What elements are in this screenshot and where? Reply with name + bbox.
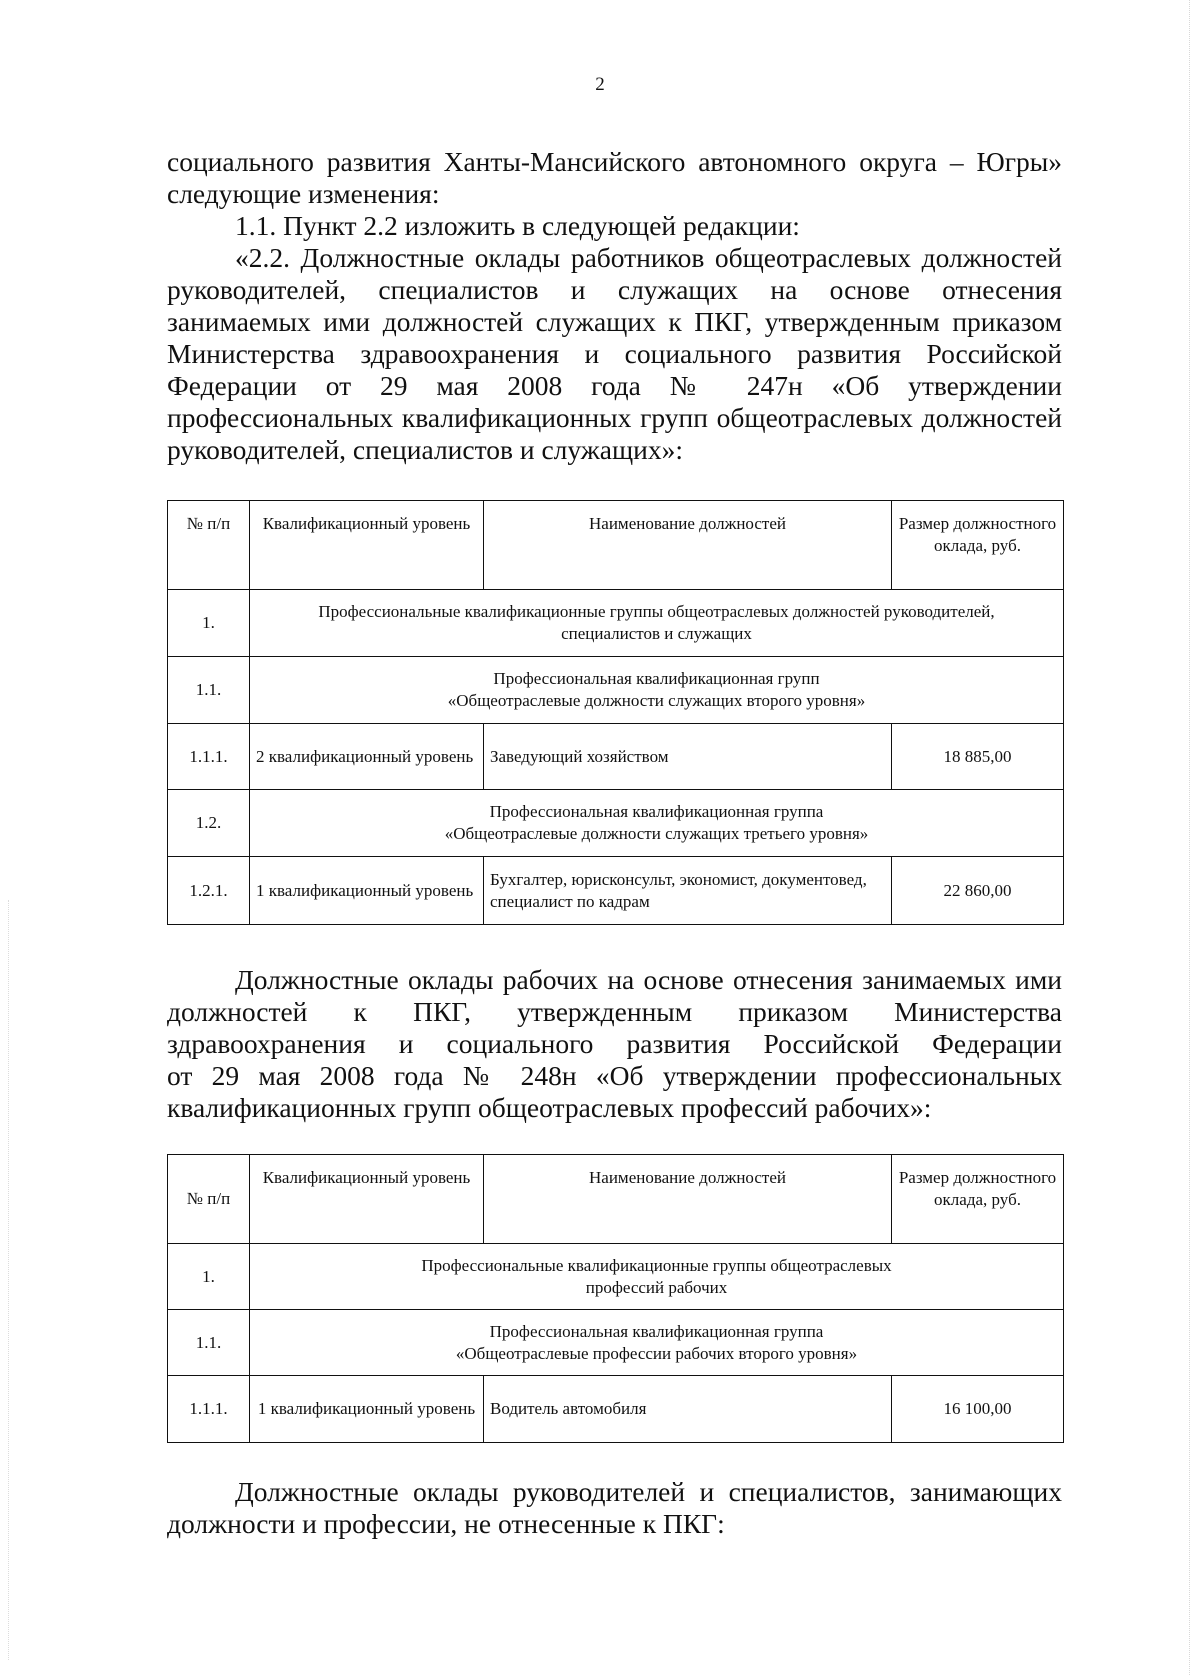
table-row — [168, 857, 1064, 925]
salary-table-workers — [167, 1154, 1064, 1443]
table-row — [168, 657, 1064, 724]
table-row — [168, 724, 1064, 790]
table-row — [168, 1244, 1064, 1310]
table-row — [168, 590, 1064, 657]
row-num: 1. — [168, 1244, 250, 1310]
group-title — [250, 657, 1064, 724]
group-title-line-2: «Общеотраслевые профессии рабочих второго уровня» — [455, 1343, 858, 1363]
amendment-item: 1.1. Пункт 2.2 изложить в следующей редакции: — [235, 210, 800, 241]
header-level: Квалификационный уровень — [250, 501, 484, 590]
clause-line-5: Федерации от 29 мая 2008 года № 247н «Об утверждении — [167, 370, 1062, 401]
header-name: Наименование должностей — [484, 501, 892, 590]
group-title — [250, 1244, 1064, 1310]
workers-line-2: должностей к ПКГ, утвержденным приказом Министерства — [167, 996, 1062, 1027]
clause-line-7: руководителей, специалистов и служащих»: — [167, 434, 684, 465]
workers-paragraph — [167, 964, 1062, 1124]
group-title-line-2: профессий рабочих — [585, 1277, 728, 1297]
unassigned-line-1: Должностные оклады руководителей и специалистов, занимающих — [235, 1476, 1062, 1507]
qualification-level: 1 квалификационный уровень — [250, 1376, 484, 1443]
workers-line-5: квалификационных групп общеотраслевых профессий рабочих»: — [167, 1092, 932, 1123]
group-title-line-2: «Общеотраслевые должности служащих второго уровня» — [447, 691, 866, 710]
table-row — [168, 790, 1064, 857]
group-title-line-2: специалистов и служащих — [561, 624, 752, 643]
table-row — [168, 1376, 1064, 1443]
row-num: 1. — [168, 590, 250, 657]
row-num: 1.1.1. — [168, 1376, 250, 1443]
header-salary: Размер должностного оклада, руб. — [892, 501, 1064, 590]
salary-value: 16 100,00 — [892, 1376, 1064, 1443]
table-row — [168, 1310, 1064, 1376]
scan-edge-artifact — [1185, 0, 1190, 1675]
row-num: 1.1. — [168, 657, 250, 724]
position-name: Бухгалтер, юрисконсульт, экономист, документовед, специалист по кадрам — [484, 857, 892, 925]
unassigned-paragraph — [167, 1476, 1062, 1540]
unassigned-line-2: должности и профессии, не отнесенные к ПКГ: — [167, 1508, 725, 1539]
clause-line-4: Министерства здравоохранения и социального развития Российской — [167, 338, 1062, 369]
group-title-line-1: Профессиональная квалификационная групп — [493, 669, 820, 688]
clause-line-6: профессиональных квалификационных групп общеотраслевых должностей — [167, 402, 1062, 433]
position-name: Заведующий хозяйством — [484, 724, 892, 790]
clause-line-3: занимаемых ими должностей служащих к ПКГ, утвержденным приказом — [167, 306, 1062, 337]
intro-line-2: следующие изменения: — [167, 178, 440, 209]
group-title-line-1: Профессиональная квалификационная группа — [489, 802, 824, 821]
workers-line-3: здравоохранения и социального развития Российской Федерации — [167, 1028, 1062, 1059]
workers-line-1: Должностные оклады рабочих на основе отнесения занимаемых ими — [235, 964, 1062, 995]
group-title-line-1: Профессиональные квалификационные группы общеотраслевых должностей руководителей, — [318, 602, 995, 621]
clause-line-1: «2.2. Должностные оклады работников общеотраслевых должностей — [235, 242, 1062, 273]
workers-line-4: от 29 мая 2008 года № 248н «Об утверждении профессиональных — [167, 1060, 1062, 1091]
table-header-row — [168, 501, 1064, 590]
group-title — [250, 790, 1064, 857]
group-title-line-1: Профессиональные квалификационные группы общеотраслевых — [421, 1255, 892, 1275]
salary-value: 18 885,00 — [892, 724, 1064, 790]
row-num: 1.1. — [168, 1310, 250, 1376]
salary-value: 22 860,00 — [892, 857, 1064, 925]
header-salary: Размер должностного оклада, руб. — [892, 1155, 1064, 1244]
row-num: 1.2.1. — [168, 857, 250, 925]
group-title-line-1: Профессиональная квалификационная группа — [489, 1321, 824, 1341]
clause-line-2: руководителей, специалистов и служащих на основе отнесения — [167, 274, 1062, 305]
group-title — [250, 590, 1064, 657]
header-num: № п/п — [168, 501, 250, 590]
row-num: 1.2. — [168, 790, 250, 857]
qualification-level: 2 квалификационный уровень — [250, 724, 484, 790]
group-title-line-2: «Общеотраслевые должности служащих третьего уровня» — [444, 824, 869, 843]
header-name: Наименование должностей — [484, 1155, 892, 1244]
scan-edge-artifact-left — [8, 900, 11, 1660]
group-title — [250, 1310, 1064, 1376]
salary-table-employees — [167, 500, 1064, 925]
intro-line-1: социального развития Ханты-Мансийского автономного округа – Югры» — [167, 146, 1062, 177]
row-num: 1.1.1. — [168, 724, 250, 790]
qualification-level: 1 квалификационный уровень — [250, 857, 484, 925]
header-num: № п/п — [168, 1155, 250, 1244]
table-header-row — [168, 1155, 1064, 1244]
page-number: 2 — [595, 74, 605, 95]
header-level: Квалификационный уровень — [250, 1155, 484, 1244]
position-name: Водитель автомобиля — [484, 1376, 892, 1443]
intro-paragraph — [167, 146, 1062, 466]
